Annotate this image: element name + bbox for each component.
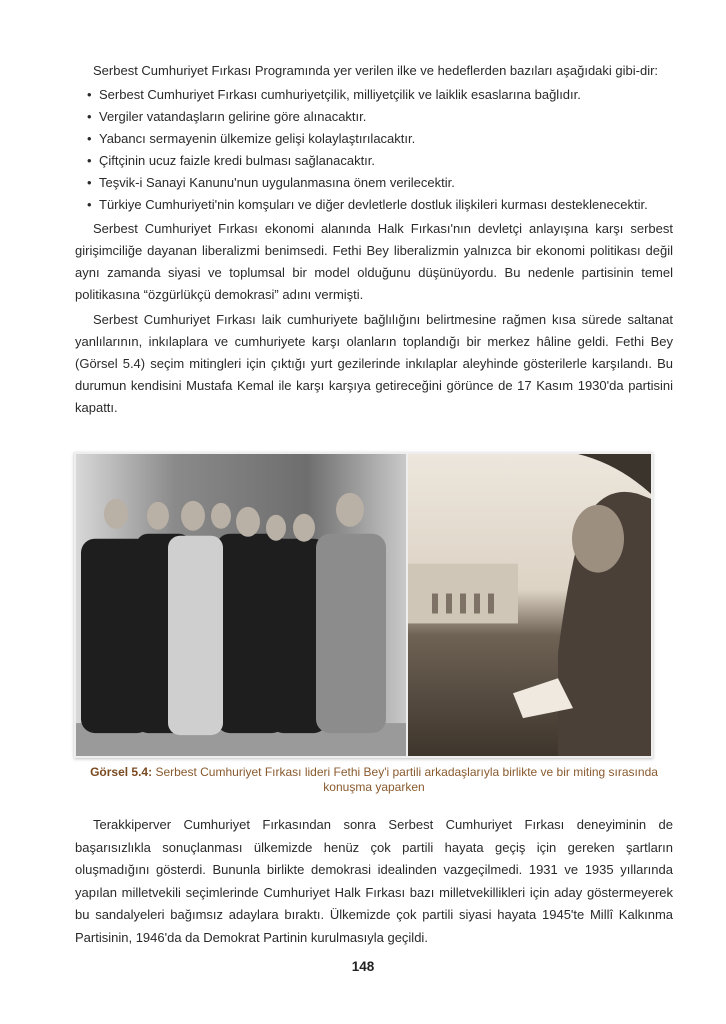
- list-item-text: Vergiler vatandaşların gelirine göre alınacaktır.: [99, 109, 367, 124]
- figure-caption-text: Serbest Cumhuriyet Fırkası lideri Fethi Bey'i partili arkadaşlarıyla birlikte ve bir miting sırasında konuşma yaparken: [152, 765, 658, 794]
- bullet-icon: •: [87, 175, 92, 190]
- list-item: [87, 128, 673, 150]
- list-item: [87, 150, 673, 172]
- main-text-bottom: [75, 814, 673, 949]
- list-item-text: Teşvik-i Sanayi Kanunu'nun uygulanmasına önem verilecektir.: [99, 175, 455, 190]
- program-list: [75, 84, 673, 216]
- figure-caption: [75, 765, 673, 795]
- paragraph-multiparty: Terakkiperver Cumhuriyet Fırkasından sonra Serbest Cumhuriyet Fırkası deneyiminin de başarısızlıkla sonuçlanması ülkemizde henüz çok partili hayata geçiş için gereken şartların oluşmadığını gösterdi. Bununla birlikte demokrasi idealinden vazgeçilmedi. 1931 ve 1935 yıllarında yapılan milletvekili seçimlerinde Cumhuriyet Halk Fırkası bazı milletvekillikleri için aday göstermeyerek bu sandalyeleri bağımsız adaylara bıraktı. Ülkemizde çok partili siyasi hayata 1945'te Millî Kalkınma Partisinin, 1946'da da Demokrat Partinin kurulmasıyla geçildi.: [75, 817, 673, 945]
- bullet-icon: •: [87, 153, 92, 168]
- list-item-text: Çiftçinin ucuz faizle kredi bulması sağlanacaktır.: [99, 153, 376, 168]
- main-text-top: [75, 60, 673, 419]
- list-item-text: Türkiye Cumhuriyeti'nin komşuları ve diğer devletlerle dostluk ilişkileri kurması desteklenecektir.: [99, 197, 648, 212]
- list-item: [87, 172, 673, 194]
- list-item: [87, 84, 673, 106]
- list-item-text: Yabancı sermayenin ülkemize gelişi kolaylaştırılacaktır.: [99, 131, 416, 146]
- paragraph-economy: Serbest Cumhuriyet Fırkası ekonomi alanında Halk Fırkası'nın devletçi anlayışına karşı serbest girişimciliğe dayanan liberalizmi benimsedi. Fethi Bey liberalizmin yalnızca bir ekonomi politikası değil aynı zamanda siyasi ve toplumsal bir model olduğunu düşünüyordu. Bu nedenle partisinin temel politikasına “özgürlükçü demokrasi” adını vermişti.: [75, 221, 673, 302]
- bullet-icon: •: [87, 87, 92, 102]
- paragraph-closure: Serbest Cumhuriyet Fırkası laik cumhuriyete bağlılığını belirtmesine rağmen kısa sürede saltanat yanlılarının, inkılaplara ve cumhuriyete karşı olanların toplandığı bir merkez hâline geldi. Fethi Bey (Görsel 5.4) seçim mitingleri için çıktığı yurt gezilerinde inkılaplar aleyhinde gösterilerle karşılandı. Bu durumun kendisini Mustafa Kemal ile karşı karşıya getireceğini görünce de 17 Kasım 1930'da partisini kapattı.: [75, 312, 673, 415]
- rally-photo: [408, 454, 651, 756]
- intro-paragraph: Serbest Cumhuriyet Fırkası Programında yer verilen ilke ve hedeflerden bazıları aşağıdaki gibi-dir:: [93, 63, 659, 78]
- list-item: [87, 194, 673, 216]
- list-item: [87, 106, 673, 128]
- figure-photos: [74, 452, 653, 758]
- figure-label: Görsel 5.4:: [90, 765, 153, 779]
- page-number: 148: [351, 959, 375, 974]
- group-photo: [76, 454, 406, 756]
- list-item-text: Serbest Cumhuriyet Fırkası cumhuriyetçilik, milliyetçilik ve laiklik esaslarına bağlıdır.: [99, 87, 581, 102]
- bullet-icon: •: [87, 197, 92, 212]
- bullet-icon: •: [87, 109, 92, 124]
- bullet-icon: •: [87, 131, 92, 146]
